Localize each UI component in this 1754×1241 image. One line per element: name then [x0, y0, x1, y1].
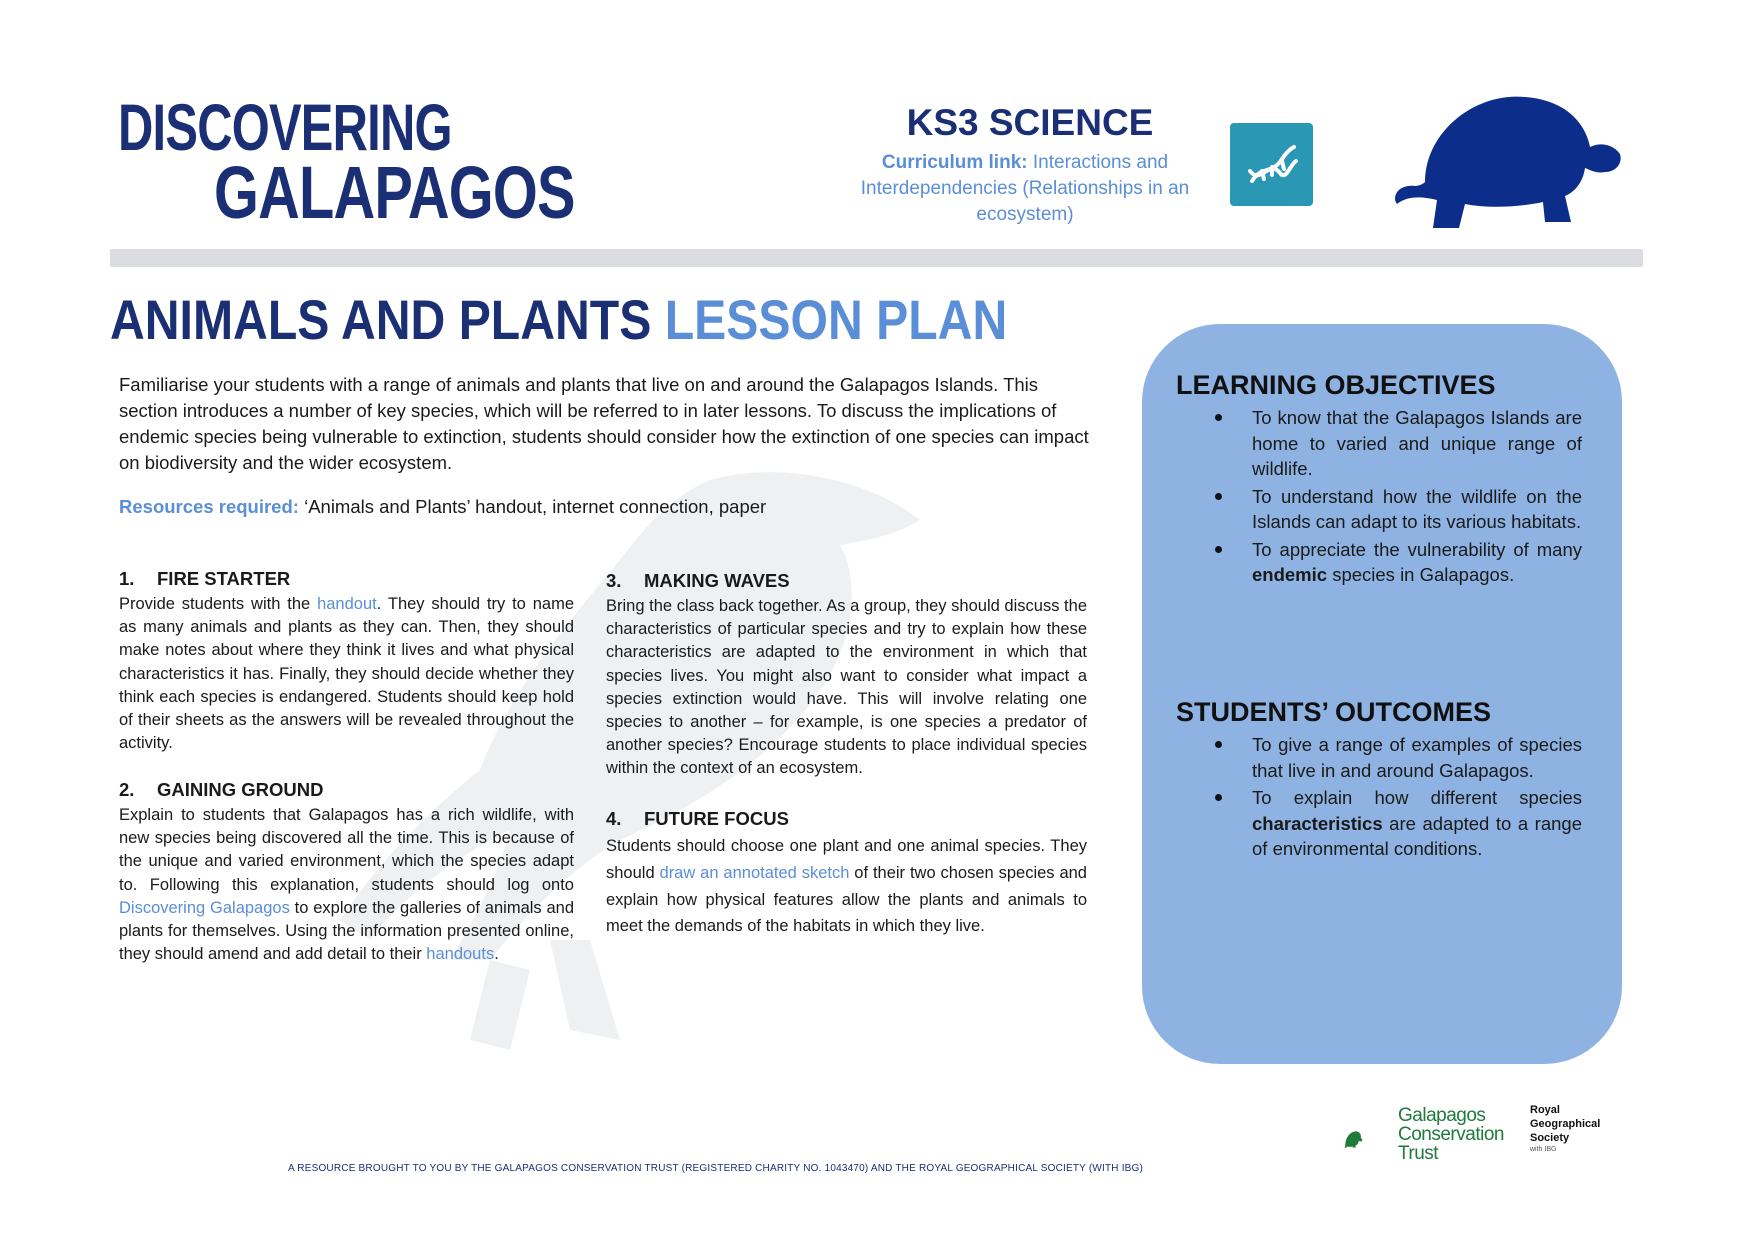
title-part1: ANIMALS AND PLANTS	[110, 288, 665, 351]
rgs-subtitle: with IBG	[1530, 1146, 1557, 1153]
resources-required	[119, 494, 1089, 520]
rgs-line: Geographical	[1530, 1118, 1601, 1130]
item-text: are adapted to a range of environmental conditions.	[1252, 812, 1582, 859]
section-title: FIRE STARTER	[157, 568, 291, 589]
section-gaining-ground	[119, 778, 574, 966]
body-text: .	[494, 945, 499, 964]
section-number: 1.	[119, 568, 135, 589]
item-text: To know that the Galapagos Islands are home to varied and unique range of wildlife.	[1252, 407, 1582, 479]
section-heading	[606, 569, 1087, 593]
item-text: To explain how different species	[1252, 787, 1582, 808]
section-title: GAINING GROUND	[157, 779, 324, 800]
item-text: To give a range of examples of species that live in and around Galapagos.	[1252, 734, 1582, 781]
item-bold-text: characteristics	[1252, 812, 1383, 834]
rgs-line: Society	[1530, 1132, 1570, 1144]
page-title	[110, 288, 1008, 351]
rgs-logo	[1530, 1103, 1625, 1154]
list-item	[1176, 732, 1582, 783]
footer-credit: A RESOURCE BROUGHT TO YOU BY THE GALAPAGOS CONSERVATION TRUST (REGISTERED CHARITY NO. 1043470) AND THE ROYAL GEOGRAPHICAL SOCIETY (WITH IBG)	[288, 1163, 1144, 1174]
section-making-waves	[606, 569, 1087, 781]
body-text: Provide students with the	[119, 595, 318, 613]
section-body	[606, 833, 1087, 940]
learning-objectives-heading: LEARNING OBJECTIVES	[1176, 370, 1496, 400]
tortoise-logo-icon	[1344, 1105, 1400, 1171]
intro-paragraph: Familiarise your students with a range of animals and plants that live on and around the Galapagos Islands. This section introduces a number of key species, which will be referred to in later lessons. To discuss the implications of endemic species being vulnerable to extinction, students should consider how the extinction of one species can impact on biodiversity and the wider ecosystem.	[119, 374, 1089, 473]
item-bold-text: endemic	[1252, 564, 1328, 585]
list-item	[1176, 537, 1582, 588]
item-text: To appreciate the vulnerability of many	[1252, 538, 1582, 560]
handouts-link[interactable]: handouts	[426, 945, 495, 964]
section-number: 2.	[119, 779, 135, 800]
rgs-line: Royal	[1530, 1104, 1560, 1116]
gct-line: Trust	[1398, 1143, 1439, 1164]
curriculum-label: Curriculum link:	[881, 152, 1028, 173]
tortoise-icon	[1385, 92, 1625, 232]
gct-line: Conservation	[1398, 1124, 1504, 1145]
logo-galapagos: GALAPAGOS	[214, 151, 575, 234]
students-outcomes-heading: STUDENTS’ OUTCOMES	[1176, 697, 1492, 727]
subject-heading: KS3 SCIENCE	[906, 102, 1154, 143]
section-number: 3.	[606, 570, 622, 591]
section-future-focus	[606, 807, 1087, 940]
list-item	[1176, 405, 1582, 482]
item-text: To understand how the wildlife on the Islands can adapt to its various habitats.	[1252, 485, 1582, 532]
section-heading	[119, 567, 574, 591]
section-fire-starter	[119, 567, 574, 755]
section-body: Bring the class back together. As a group, they should discuss the characteristics of particular species and try to explain how these characteristics are adapted to the environment in which that species lives. You might also want to consider what impact a species extinction would have. This will involve relating one species to another – for example, is one species a predator of another species? Encourage students to place individual species within the context of an ecosystem.	[606, 597, 1087, 778]
section-title: FUTURE FOCUS	[644, 808, 789, 829]
body-text: to explore the galleries of animals and plants for themselves. Using the information presented online, they should amend and add detail to their	[119, 898, 575, 964]
body-text: . They should try to name as many animals and plants as they can. Then, they should make notes about where they think it lives and what physical characteristics it has. Finally, they should decide whether they think each species is endangered. Students should keep hold of their sheets as the answers will be revealed throughout the activity.	[119, 595, 574, 753]
list-item	[1176, 785, 1582, 862]
item-text: species in Galapagos.	[1327, 564, 1515, 585]
section-heading	[119, 778, 574, 802]
logo-discovering: DISCOVERING	[118, 90, 452, 164]
section-title: MAKING WAVES	[644, 570, 790, 591]
curriculum-text: Interactions and Interdependencies (Relationships in an ecosystem)	[860, 152, 1190, 225]
header-divider	[110, 249, 1643, 267]
handout-link[interactable]: handout	[317, 595, 377, 613]
section-heading	[606, 807, 1087, 831]
list-item	[1176, 484, 1582, 535]
gct-logo-text	[1398, 1106, 1504, 1163]
section-body	[119, 593, 574, 755]
section-body	[119, 804, 574, 966]
annotated-sketch-link[interactable]: draw an annotated sketch	[659, 863, 850, 882]
gct-line: Galapagos	[1398, 1105, 1486, 1126]
curriculum-link	[850, 150, 1200, 228]
body-text: Students should choose one plant and one animal species. They should	[606, 837, 1087, 882]
dna-icon	[1230, 123, 1313, 206]
body-text: Explain to students that Galapagos has a rich wildlife, with new species being discovered all the time. This is because of the unique and varied environment, which the species adapt to. Following this explanation, students should log onto	[119, 806, 574, 894]
students-outcomes-list	[1176, 732, 1582, 864]
section-number: 4.	[606, 808, 622, 829]
resources-text: ‘Animals and Plants’ handout, internet connection, paper	[298, 496, 767, 517]
resources-label: Resources required:	[119, 496, 299, 517]
discovering-galapagos-link[interactable]: Discovering Galapagos	[119, 898, 290, 917]
learning-objectives-list	[1176, 405, 1582, 590]
body-text: of their two chosen species and explain how physical features allow the plants and animals to meet the demands of the habitats in which they live.	[606, 863, 1087, 936]
title-part2: LESSON PLAN	[664, 288, 1008, 351]
